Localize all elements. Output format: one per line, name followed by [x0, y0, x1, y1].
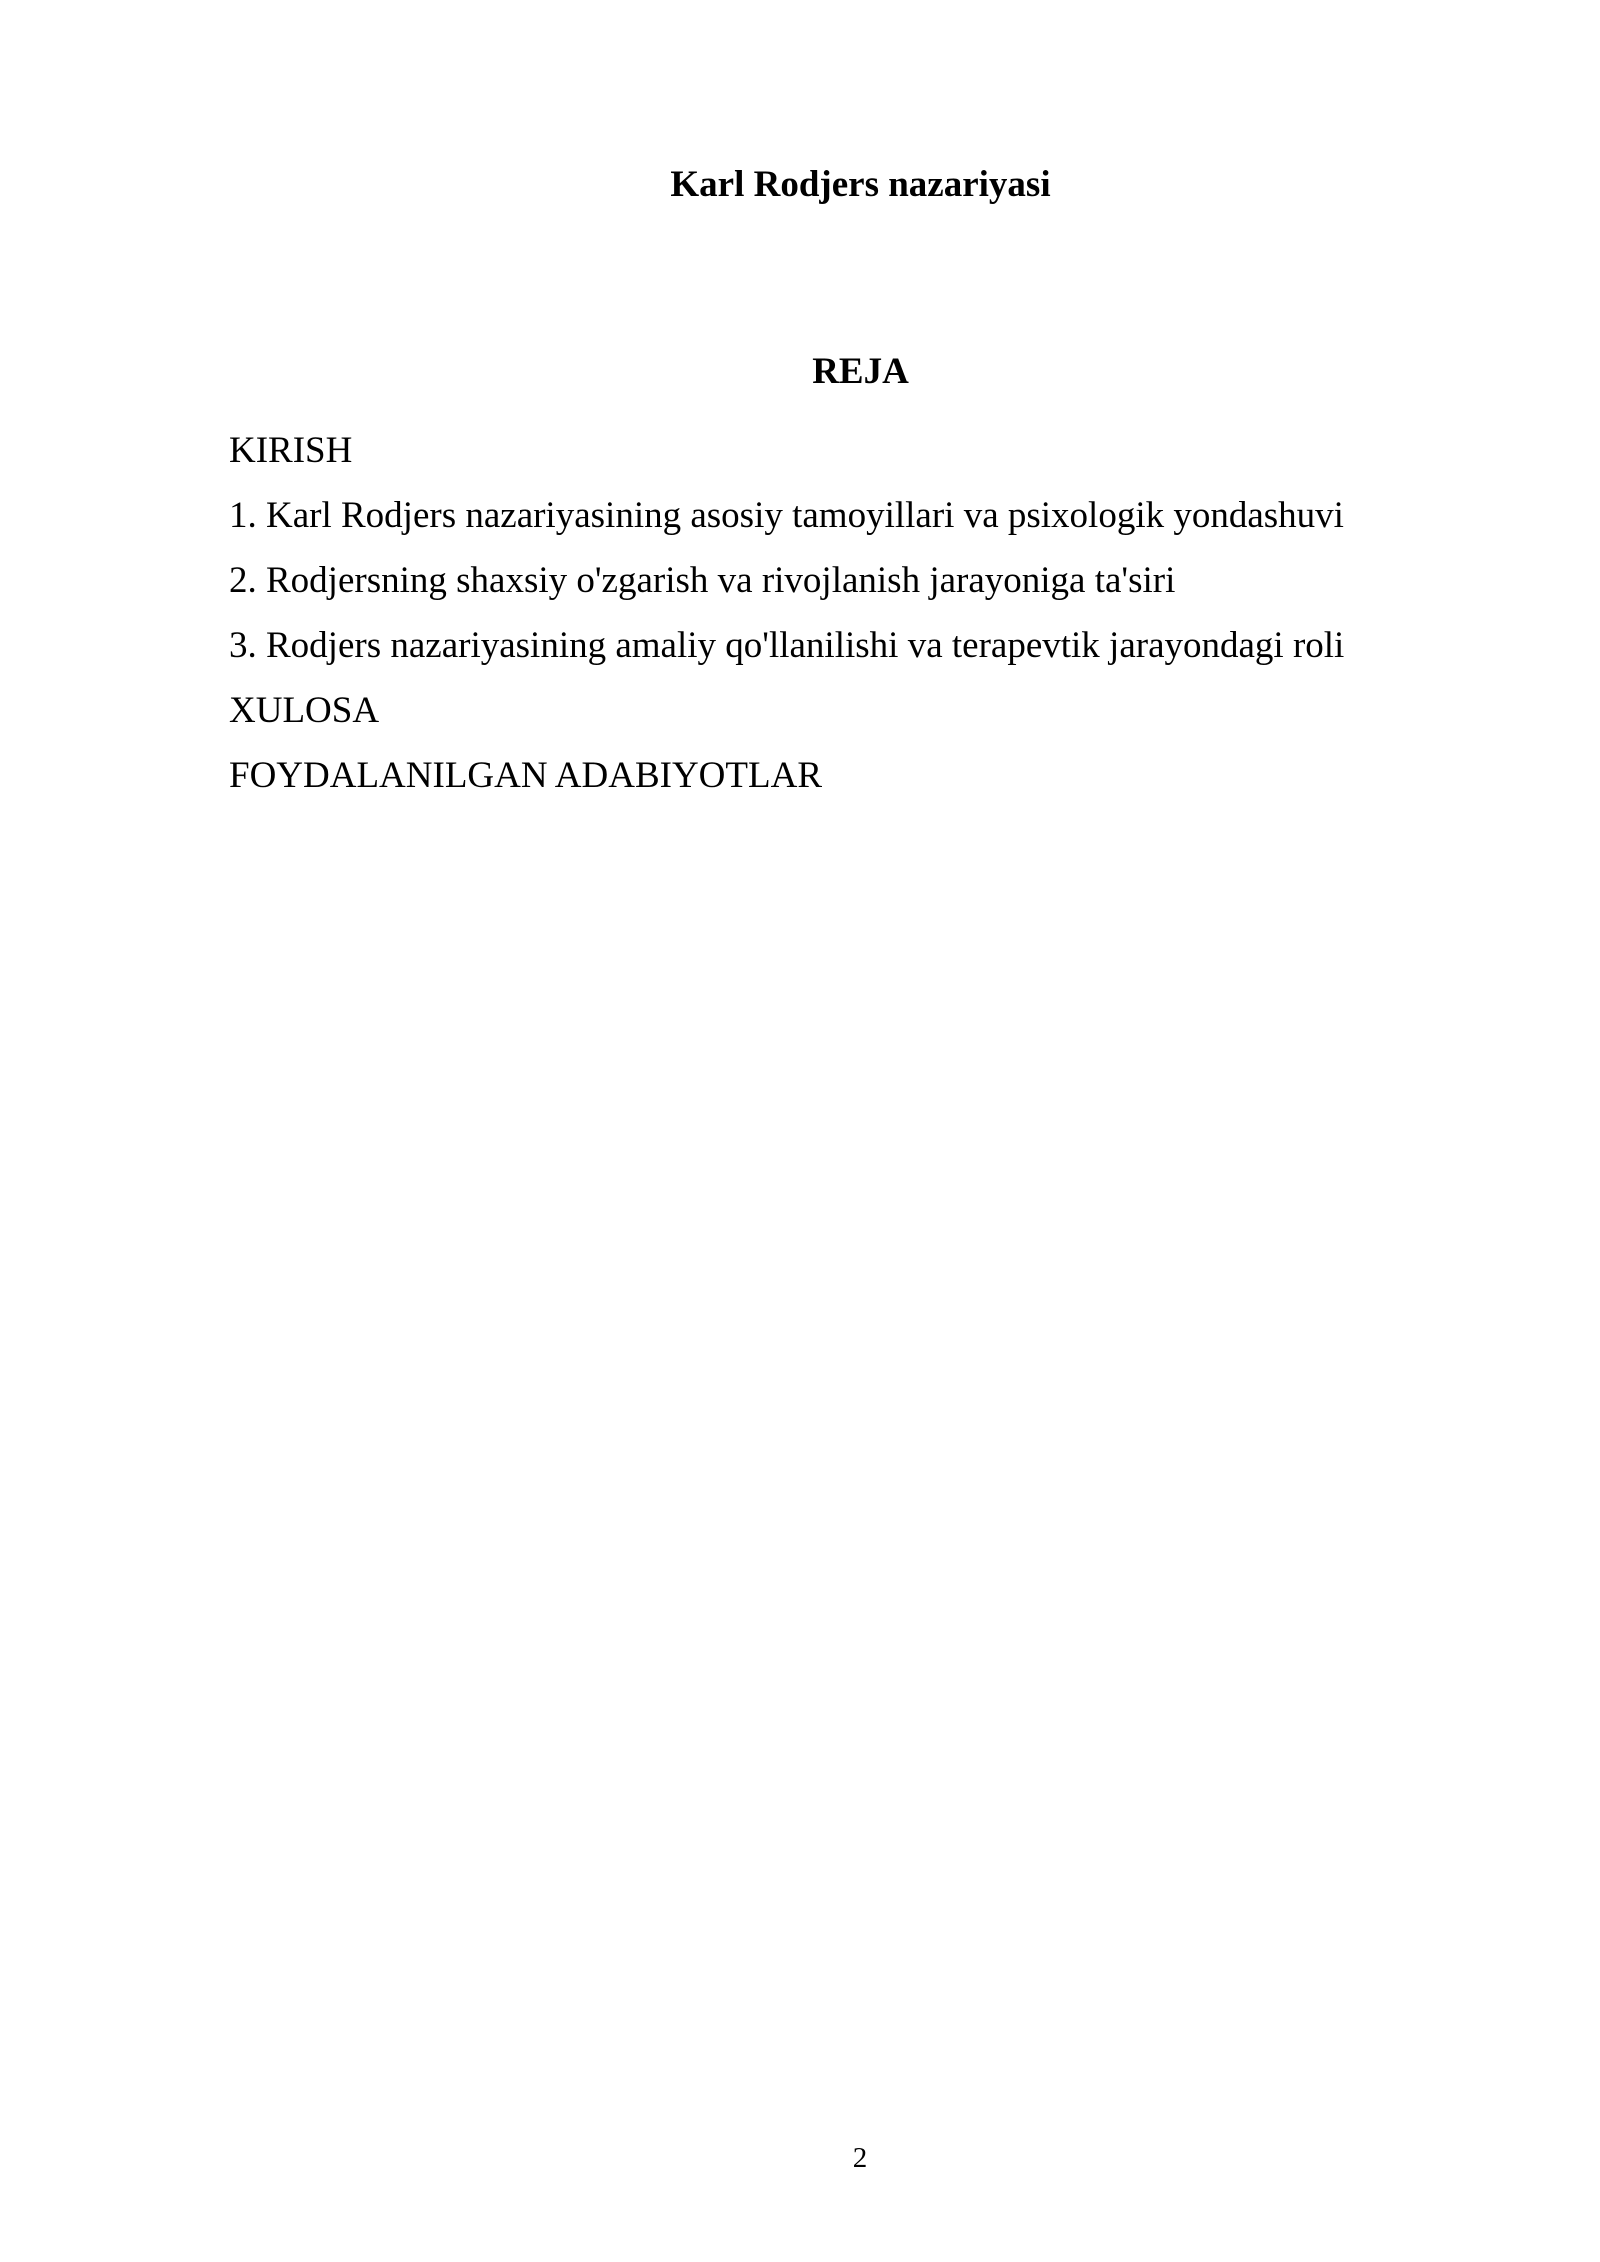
plan-item-1: 1. Karl Rodjers nazariyasining asosiy tamoyillari va psixologik yondashuvi	[229, 495, 1344, 536]
document-title: Karl Rodjers nazariyasi	[670, 164, 1051, 205]
plan-item-2: 2. Rodjersning shaxsiy o'zgarish va rivojlanish jarayoniga ta'siri	[229, 560, 1176, 601]
plan-item-3: 3. Rodjers nazariyasining amaliy qo'llanilishi va terapevtik jarayondagi roli	[229, 625, 1345, 666]
page-number: 2	[852, 2142, 868, 2174]
plan-item-conclusion: XULOSA	[229, 690, 380, 731]
plan-heading: REJA	[812, 351, 909, 392]
plan-list	[229, 418, 1529, 808]
plan-item-introduction: KIRISH	[229, 430, 353, 471]
plan-item-references: FOYDALANILGAN ADABIYOTLAR	[229, 755, 822, 796]
